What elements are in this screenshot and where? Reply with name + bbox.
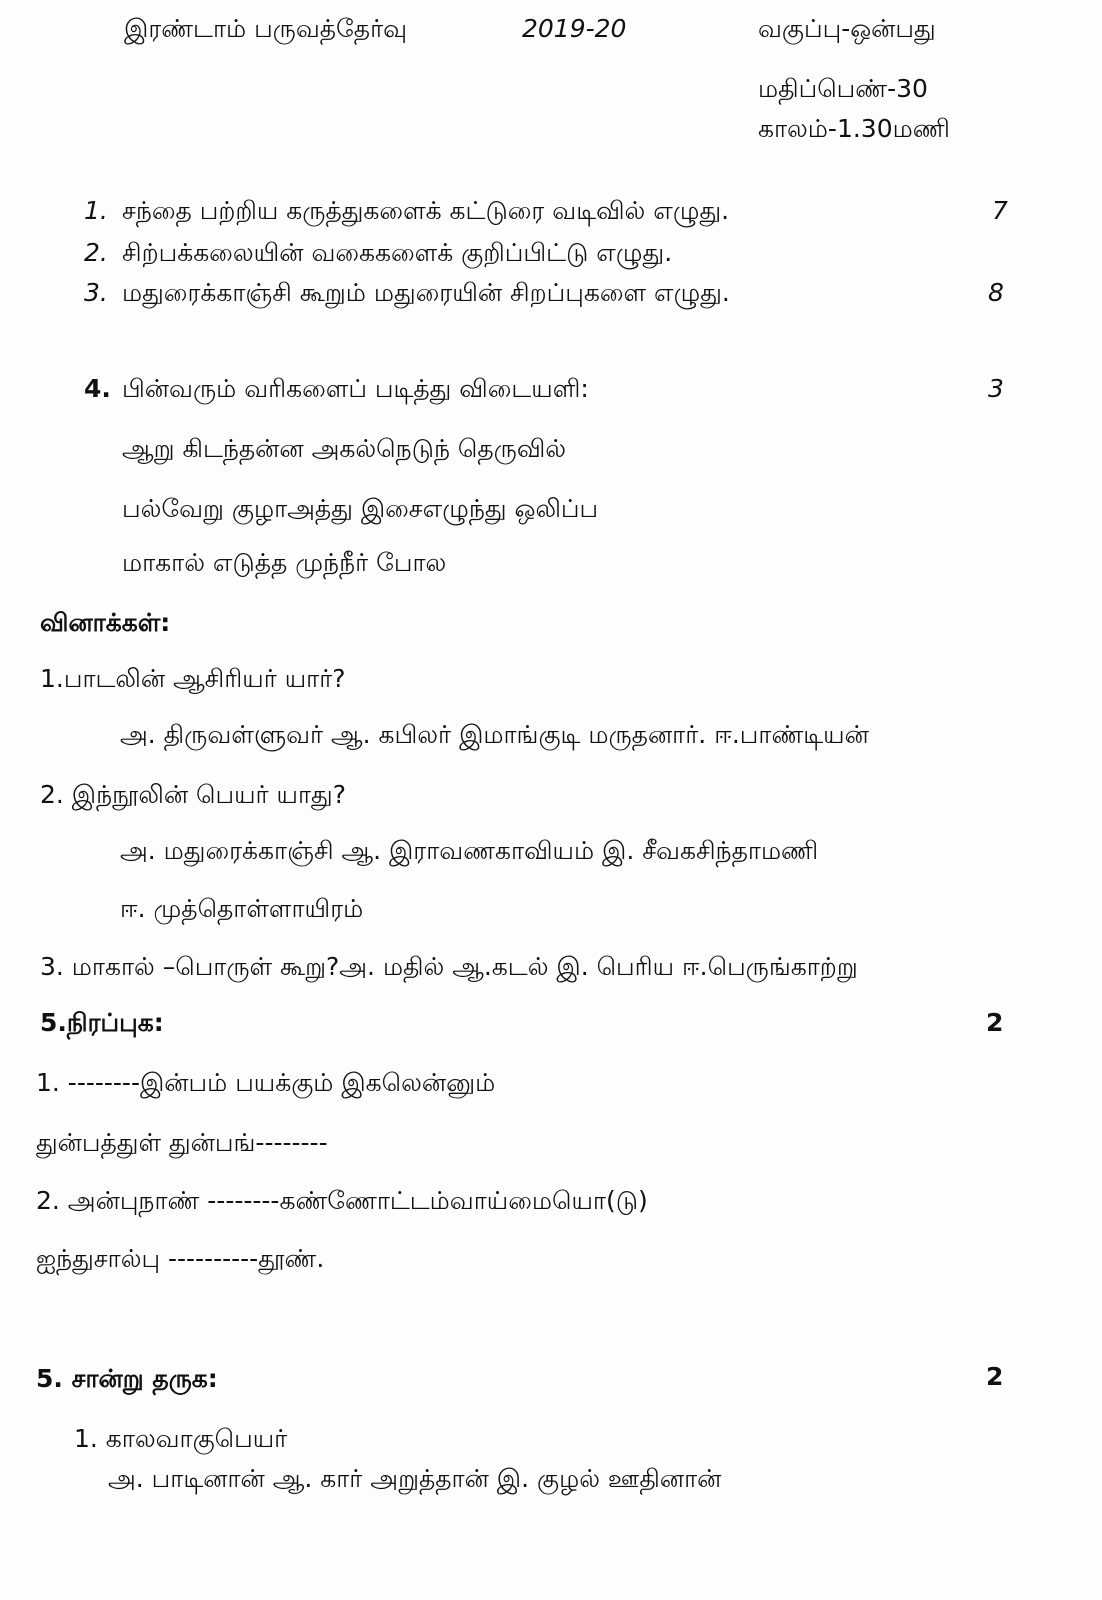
q2-number: 2. (84, 238, 108, 267)
poem-line: ஆறு கிடந்தன்ன அகல்நெடுந் தெருவில் (122, 434, 567, 463)
q3-number: 3. (84, 278, 108, 307)
q1-marks: 7 (992, 196, 1008, 225)
fill-line: ஐந்துசால்பு ----------தூண். (36, 1244, 325, 1273)
time-allowed: காலம்-1.30மணி (758, 114, 950, 143)
fill-line: 2. அன்புநாண் --------கண்ணோட்டம்வாய்மையொ(டு) (36, 1186, 648, 1215)
fill-line: துன்பத்துள் துன்பங்-------- (36, 1128, 328, 1157)
sub-question-3: 3. மாகால் –பொருள் கூறு?அ. மதில் ஆ.கடல் இ. பெரிய ஈ.பெருங்காற்று (40, 952, 858, 981)
q4-marks: 3 (988, 374, 1004, 403)
fill-line: 1. --------இன்பம் பயக்கும் இகலென்னும் (36, 1068, 496, 1097)
sub-question-2-options: அ. மதுரைக்காஞ்சி ஆ. இராவணகாவியம் இ. சீவகசிந்தாமணி (120, 836, 819, 865)
q1-number: 1. (84, 196, 108, 225)
q4-text: பின்வரும் வரிகளைப் படித்து விடையளி: (122, 374, 589, 403)
q3-text: மதுரைக்காஞ்சி கூறும் மதுரையின் சிறப்புகளை எழுது. (122, 278, 730, 307)
give-example-heading: 5. சான்று தருக: (36, 1364, 218, 1393)
sub-question-1-options: அ. திருவள்ளுவர் ஆ. கபிலர் இமாங்குடி மருதனார். ஈ.பாண்டியன் (120, 720, 869, 749)
poem-line: பல்வேறு குழாஅத்து இசைஎழுந்து ஒலிப்ப (122, 494, 599, 523)
exam-title: இரண்டாம் பருவத்தேர்வு (124, 14, 408, 43)
fill-blanks-heading: 5.நிரப்புக: (40, 1008, 164, 1037)
class-label: வகுப்பு-ஒன்பது (758, 14, 936, 43)
q2-text: சிற்பக்கலையின் வகைகளைக் குறிப்பிட்டு எழுது. (122, 238, 673, 267)
q1-text: சந்தை பற்றிய கருத்துகளைக் கட்டுரை வடிவில் எழுது. (122, 196, 730, 225)
fill-blanks-marks: 2 (986, 1008, 1004, 1037)
sub-question-2: 2. இந்நூலின் பெயர் யாது? (40, 780, 347, 809)
sub-question-1: 1.பாடலின் ஆசிரியர் யார்? (40, 664, 346, 693)
example-options: அ. பாடினான் ஆ. கார் அறுத்தான் இ. குழல் ஊதினான் (108, 1464, 722, 1493)
sub-question-2-options-cont: ஈ. முத்தொள்ளாயிரம் (120, 894, 364, 923)
academic-year: 2019-20 (522, 14, 627, 43)
give-example-marks: 2 (986, 1362, 1004, 1391)
poem-line: மாகால் எடுத்த முந்நீர் போல (122, 548, 447, 577)
q4-number: 4. (84, 374, 111, 403)
questions-heading: வினாக்கள்: (40, 608, 171, 637)
example-item: 1. காலவாகுபெயர் (74, 1424, 288, 1453)
total-marks: மதிப்பெண்-30 (758, 74, 928, 103)
q3-marks: 8 (988, 278, 1004, 307)
